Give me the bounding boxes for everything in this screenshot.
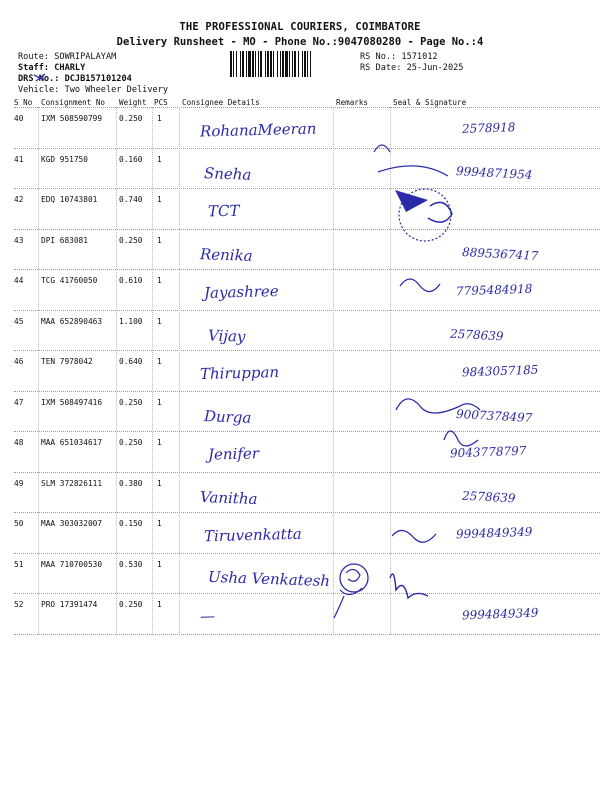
cell-consignment: MAA 303032007 xyxy=(41,519,103,528)
cell-weight: 0.530 xyxy=(119,559,143,569)
col-weight: Weight xyxy=(119,98,147,107)
cell-consignment: MAA 651034617 xyxy=(41,438,103,447)
cell-weight: 0.250 xyxy=(119,438,143,447)
cell-pcs: 1 xyxy=(157,357,162,366)
row-divider xyxy=(14,229,600,230)
row-divider xyxy=(14,472,600,473)
row-divider xyxy=(14,553,600,554)
seal-number: 2578639 xyxy=(461,488,516,505)
consignee-signature: Vijay xyxy=(207,325,246,346)
cell-weight: 0.740 xyxy=(119,195,143,204)
cell-pcs: 1 xyxy=(157,600,162,609)
seal-number: 8895367417 xyxy=(461,244,539,263)
column-divider xyxy=(333,107,334,635)
cell-pcs: 1 xyxy=(157,316,162,326)
cell-pcs: 1 xyxy=(157,478,162,488)
cell-weight: 0.250 xyxy=(119,235,143,245)
cell-consignment: TEN 7978042 xyxy=(41,357,93,366)
stamp-mark-2 xyxy=(334,564,368,618)
cell-pcs: 1 xyxy=(157,235,162,245)
barcode xyxy=(230,51,352,77)
column-divider xyxy=(179,107,180,635)
row-divider xyxy=(14,269,600,270)
cell-consignment: EDQ 10743801 xyxy=(41,195,98,204)
cell-sno: 47 xyxy=(14,397,24,407)
cell-sno: 48 xyxy=(14,438,24,447)
seal-number: 9994849349 xyxy=(455,524,533,542)
row-divider xyxy=(14,350,600,351)
column-divider xyxy=(390,107,391,635)
consignee-signature: Durga xyxy=(203,406,252,427)
cell-weight: 0.150 xyxy=(119,519,143,528)
seal-number: 2578918 xyxy=(461,120,516,136)
company-name: THE PROFESSIONAL COURIERS, COIMBATORE xyxy=(179,21,421,33)
row-divider xyxy=(14,431,600,432)
staff-label: Staff: CHARLY xyxy=(18,63,86,73)
cell-sno: 41 xyxy=(14,154,24,164)
consignee-signature: Jayashree xyxy=(203,282,279,302)
cell-pcs: 1 xyxy=(157,519,162,528)
rs-date: RS Date: 25-Jun-2025 xyxy=(360,63,464,73)
consignee-signature: TCT xyxy=(207,201,240,221)
cell-sno: 52 xyxy=(14,600,24,609)
cell-weight: 0.250 xyxy=(119,114,143,123)
cell-sno: 50 xyxy=(14,519,24,528)
consignee-signature: — xyxy=(199,606,216,626)
col-sno: S No xyxy=(14,98,33,107)
cell-consignment: MAA 710700530 xyxy=(41,559,103,569)
consignee-signature: Vanitha xyxy=(199,487,258,508)
cell-sno: 45 xyxy=(14,316,24,326)
col-remarks: Remarks xyxy=(336,98,369,107)
vehicle-label: Vehicle: Two Wheeler Delivery xyxy=(18,85,169,95)
col-consignee: Consignee Details xyxy=(182,98,260,107)
cell-weight: 0.610 xyxy=(119,276,143,285)
consignee-signature: RohanaMeeran xyxy=(199,119,317,141)
cell-sno: 49 xyxy=(14,478,24,488)
cell-pcs: 1 xyxy=(157,276,162,285)
row-divider xyxy=(14,512,600,513)
row-divider xyxy=(14,188,600,189)
row-divider xyxy=(14,391,600,392)
cell-consignment: IXM 508497416 xyxy=(41,397,103,407)
seal-number: 9843057185 xyxy=(461,362,539,380)
cell-pcs: 1 xyxy=(157,559,162,569)
consignee-signature: Thiruppan xyxy=(199,362,280,384)
seal-number: 2578639 xyxy=(449,326,504,343)
cell-weight: 0.640 xyxy=(119,357,143,366)
cell-pcs: 1 xyxy=(157,438,162,447)
cell-pcs: 1 xyxy=(157,154,162,164)
col-consignment: Consignment No xyxy=(41,98,106,107)
column-divider xyxy=(116,107,117,635)
cell-pcs: 1 xyxy=(157,114,162,123)
cell-sno: 40 xyxy=(14,114,24,123)
col-pcs: PCS xyxy=(154,98,168,107)
cell-sno: 42 xyxy=(14,195,24,204)
row-divider xyxy=(14,634,600,635)
column-divider xyxy=(38,107,39,635)
cell-consignment: PRO 17391474 xyxy=(41,600,98,609)
consignee-signature: Usha Venkatesh xyxy=(207,567,331,590)
cell-consignment: DPI 683081 xyxy=(41,235,88,245)
consignee-signature: Jenifer xyxy=(207,444,260,464)
cell-consignment: MAA 652890463 xyxy=(41,316,103,326)
cell-weight: 0.250 xyxy=(119,397,143,407)
cell-consignment: KGD 951750 xyxy=(41,154,88,164)
col-seal: Seal & Signature xyxy=(393,98,467,107)
cell-sno: 46 xyxy=(14,357,24,366)
column-divider xyxy=(152,107,153,635)
route-label: Route: SOWRIPALAYAM xyxy=(18,52,117,62)
seal-number: 9994849349 xyxy=(461,605,539,623)
cell-consignment: IXM 508590799 xyxy=(41,114,103,123)
seal-number: 7795484918 xyxy=(455,281,533,299)
cell-sno: 51 xyxy=(14,559,24,569)
cell-sno: 43 xyxy=(14,235,24,245)
runsheet-title: Delivery Runsheet - MO - Phone No.:9047080280 - Page No.:4 xyxy=(116,36,484,48)
row-divider xyxy=(14,593,600,594)
drs-number: DRS No.: DCJB157101204 xyxy=(18,74,132,84)
row-divider xyxy=(14,310,600,311)
seal-number: 9043778797 xyxy=(449,443,527,461)
cell-pcs: 1 xyxy=(157,195,162,204)
consignee-signature: Sneha xyxy=(203,163,252,184)
row-divider xyxy=(14,107,600,108)
cell-weight: 0.380 xyxy=(119,478,143,488)
consignee-signature: Renika xyxy=(199,244,253,265)
seal-number: 9994871954 xyxy=(455,163,533,182)
cell-pcs: 1 xyxy=(157,397,162,407)
cell-consignment: SLM 372826111 xyxy=(41,478,103,488)
stamp-mark xyxy=(395,189,452,241)
rs-number: RS No.: 1571012 xyxy=(360,52,438,62)
cell-consignment: TCG 41760050 xyxy=(41,276,98,285)
consignee-signature: Tiruvenkatta xyxy=(203,524,302,546)
cell-sno: 44 xyxy=(14,276,24,285)
cell-weight: 1.100 xyxy=(119,316,143,326)
row-divider xyxy=(14,148,600,149)
cell-weight: 0.160 xyxy=(119,154,143,164)
seal-number: 9007378497 xyxy=(455,406,533,425)
cell-weight: 0.250 xyxy=(119,600,143,609)
